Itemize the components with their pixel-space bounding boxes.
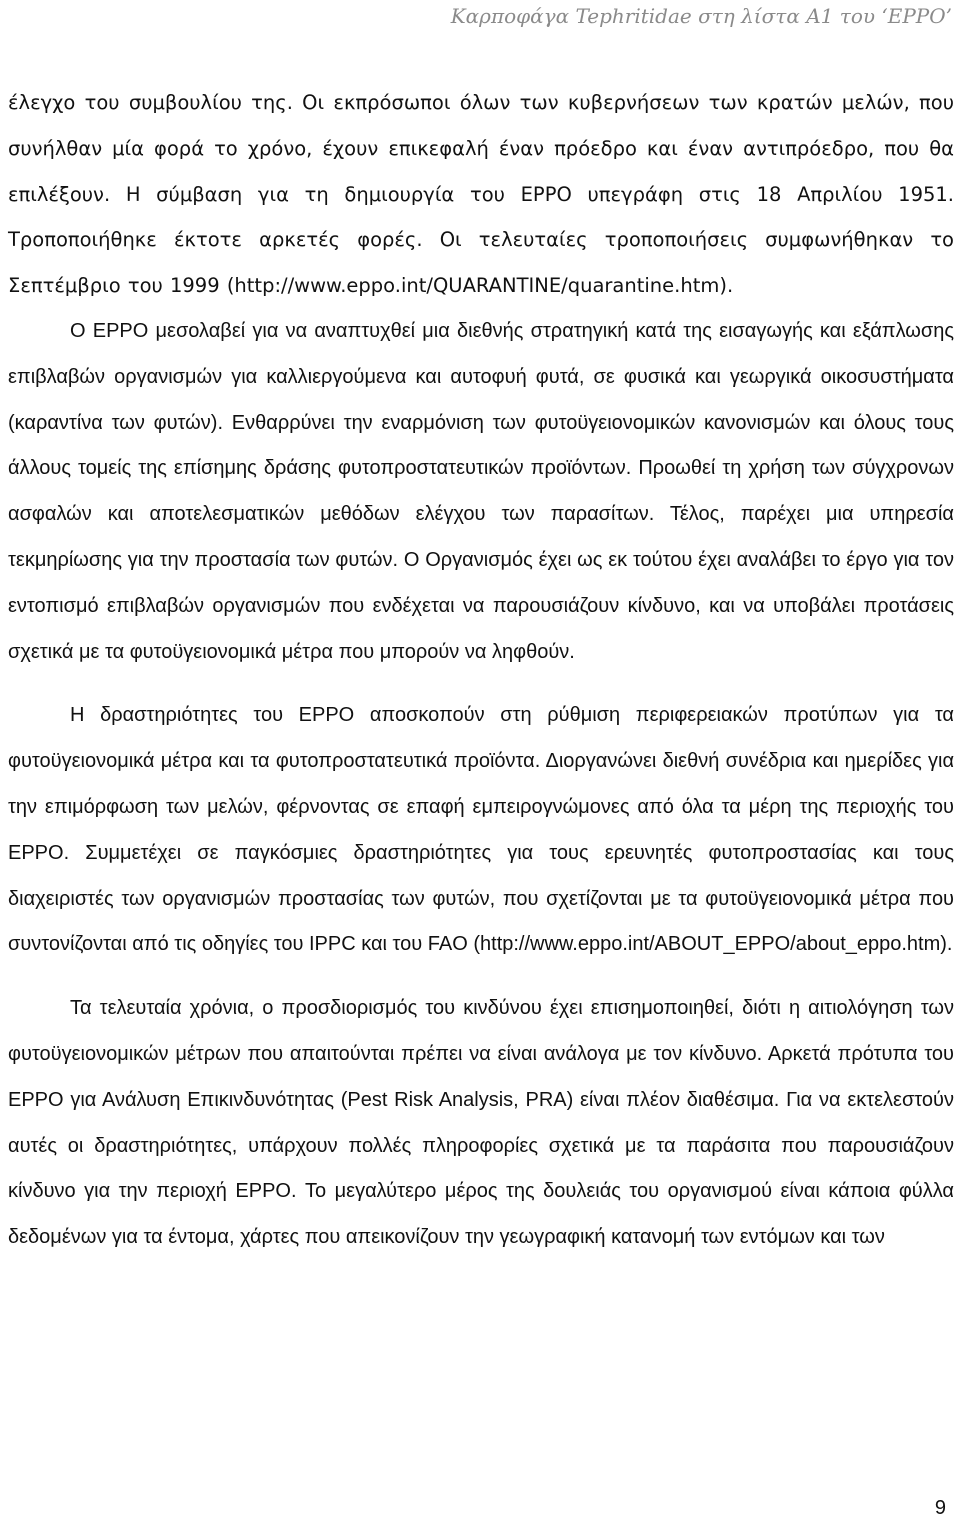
- page-number: 9: [934, 1497, 946, 1519]
- paragraph-gap: [8, 675, 954, 693]
- paragraph-gap: [8, 968, 954, 986]
- running-header: Καρποφάγα Tephritidae στη λίστα Α1 του ‘EPPO’: [450, 4, 952, 28]
- paragraph-council: έλεγχο του συμβουλίου της. Οι εκπρόσωποι όλων των κυβερνήσεων των κρατών μελών, που συνήλθαν μία φορά το χρόνο, έχουν επικεφαλή έναν πρόεδρο και έναν αντιπρόεδρο, που θα επιλέξουν. Η σύμβαση για τη δημιουργία του EPPO υπεγράφη στις 18 Απριλίου 1951. Τροποποιήθηκε έκτοτε αρκετές φορές. Οι τελευταίες τροποποιήσεις συμφωνήθηκαν το Σεπτέμβριο του 1999 (http://www.eppo.int/QUARANTINE/quarantine.htm).: [8, 91, 954, 298]
- paragraph-risk-analysis: Τα τελευταία χρόνια, ο προσδιορισμός του κινδύνου έχει επισημοποιηθεί, διότι η αιτιολόγηση των φυτοϋγειονομικών μέτρων που απαιτούνται πρέπει να είναι ανάλογα με τον κίνδυνο. Αρκετά πρότυπα του EPPO για Ανάλυση Επικινδυνότητας (Pest Risk Analysis, PRA) είναι πλέον διαθέσιμα. Για να εκτελεστούν αυτές οι δραστηριότητες, υπάρχουν πολλές πληροφορίες σχετικά με τα παράσιτα που παρουσιάζουν κίνδυνο για την περιοχή EPPO. Το μεγαλύτερο μέρος της δουλειάς του οργανισμού είναι κάποια φύλλα δεδομένων για τα έντομα, χάρτες που απεικονίζουν την γεωγραφική κατανομή των εντόμων και των: [8, 997, 954, 1249]
- paragraph-eppo-strategy: Ο EPPO μεσολαβεί για να αναπτυχθεί μια διεθνής στρατηγική κατά της εισαγωγής και εξάπλωσης επιβλαβών οργανισμών για καλλιεργούμενα και αυτοφυή φυτά, σε φυσικά και γεωργικά οικοσυστήματα (καραντίνα των φυτών). Ενθαρρύνει την εναρμόνιση των φυτοϋγειονομικών κανονισμών και όλους τους άλλους τομείς της επίσημης δράσης φυτοπροστατευτικών προϊόντων. Προωθεί τη χρήση των σύγχρονων ασφαλών και αποτελεσματικών μεθόδων ελέγχου των παρασίτων. Τέλος, παρέχει μια υπηρεσία τεκμηρίωσης για την προστασία των φυτών. Ο Οργανισμός έχει ως εκ τούτου έχει αναλάβει το έργο για τον εντοπισμό επιβλαβών οργανισμών που ενδέχεται να παρουσιάζουν κίνδυνο, και να υποβάλει προτάσεις σχετικά με τα φυτοϋγειονομικά μέτρα που μπορούν να ληφθούν.: [8, 319, 954, 663]
- document-body: [8, 80, 954, 1261]
- paragraph-eppo-activities: Η δραστηριότητες του EPPO αποσκοπούν στη ρύθμιση περιφερειακών προτύπων για τα φυτοϋγειονομικά μέτρα και τα φυτοπροστατευτικά προϊόντα. Διοργανώνει διεθνή συνέδρια και ημερίδες για την επιμόρφωση των μελών, φέρνοντας σε επαφή εμπειρογνώμονες από όλα τα μέρη της περιοχής του EPPO. Συμμετέχει σε παγκόσμιες δραστηριότητες για τους ερευνητές φυτοπροστασίας και τους διαχειριστές των οργανισμών προστασίας των φυτών, που σχετίζονται με τα φυτοϋγειονομικά μέτρα που συντονίζονται από τις οδηγίες του IPPC και του FAO (http://www.eppo.int/ABOUT_EPPO/about_eppo.htm).: [8, 704, 954, 956]
